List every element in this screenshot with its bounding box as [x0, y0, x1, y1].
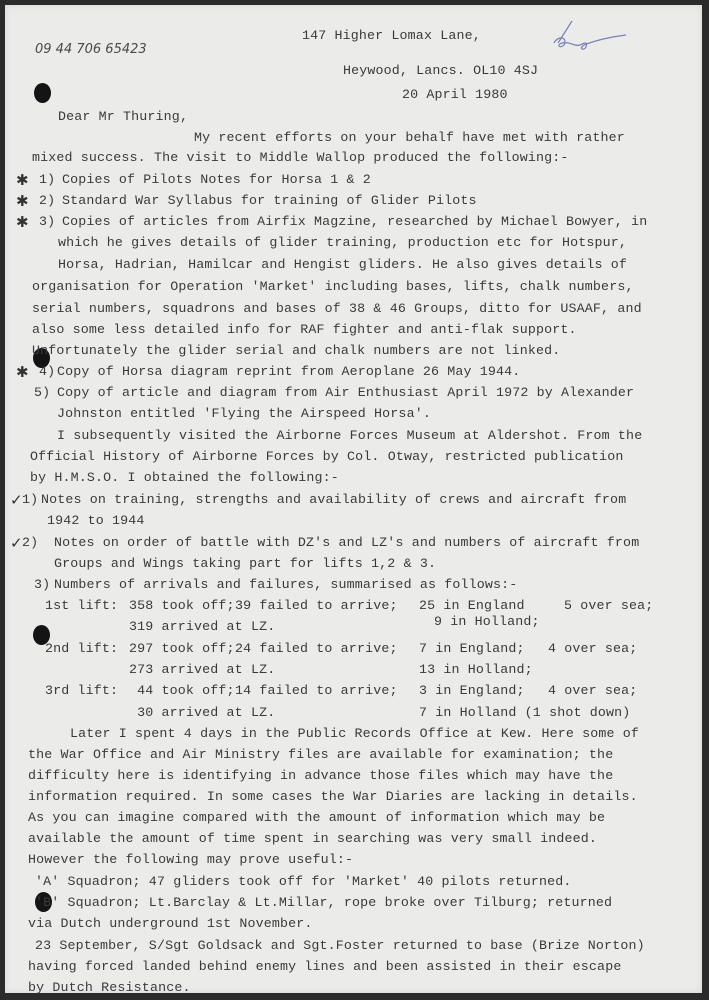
- asterisk-mark: ✱: [16, 213, 29, 231]
- item-text: Notes on order of battle with DZ's and LZ's and numbers of aircraft from: [54, 535, 640, 550]
- kew-note-line: 'A' Squadron; 47 gliders took off for 'Market' 40 pilots returned.: [35, 874, 572, 889]
- kew-note-line: by Dutch Resistance.: [28, 980, 191, 995]
- item-text: Copy of Horsa diagram reprint from Aeroplane 26 May 1944.: [57, 364, 521, 379]
- lift-arrived: 319 arrived at LZ.: [129, 619, 276, 634]
- item-text: organisation for Operation 'Market' including bases, lifts, chalk numbers,: [32, 279, 634, 294]
- tick-mark: ✓: [10, 491, 23, 509]
- paragraph-2-line: I subsequently visited the Airborne Forces Museum at Aldershot. From the: [57, 428, 643, 443]
- lift-label: 2nd lift:: [45, 641, 119, 656]
- lift-england: 25 in England: [419, 598, 525, 613]
- address-line-1: 147 Higher Lomax Lane,: [302, 28, 481, 43]
- item-text: which he gives details of glider training, production etc for Hotspur,: [58, 235, 628, 250]
- lift-failed: 14 failed to arrive;: [235, 683, 398, 698]
- lift-label: 3rd lift:: [45, 683, 119, 698]
- item-number: 5): [34, 385, 51, 400]
- lift-label: 1st lift:: [45, 598, 119, 613]
- salutation: Dear Mr Thuring,: [58, 109, 189, 124]
- paragraph-1-line: mixed success. The visit to Middle Wallop produced the following:-: [32, 150, 569, 165]
- kew-note-line: 23 September, S/Sgt Goldsack and Sgt.Foster returned to base (Brize Norton): [35, 938, 645, 953]
- address-line-2: Heywood, Lancs. OL10 4SJ: [343, 63, 539, 78]
- handwritten-reference: 09 44 706 65423: [35, 42, 147, 57]
- lift-sea: 4 over sea;: [548, 683, 638, 698]
- lift-arrived: 30 arrived at LZ.: [129, 705, 276, 720]
- lift-england: 3 in England;: [419, 683, 525, 698]
- punch-hole: [34, 83, 51, 103]
- item-text: Unfortunately the glider serial and chalk numbers are not linked.: [32, 343, 561, 358]
- item-text: Standard War Syllabus for training of Glider Pilots: [62, 193, 477, 208]
- item-number: 2): [39, 193, 56, 208]
- lift-took-off: 297 took off;: [129, 641, 235, 656]
- lift-sea: 4 over sea;: [548, 641, 638, 656]
- paragraph-3-line: information required. In some cases the War Diaries are lacking in details.: [28, 789, 638, 804]
- item-number: 4): [39, 364, 56, 379]
- lift-failed: 24 failed to arrive;: [235, 641, 398, 656]
- asterisk-mark: ✱: [16, 192, 29, 210]
- item-number: 3): [39, 214, 56, 229]
- lift-holland: 7 in Holland (1 shot down): [419, 705, 631, 720]
- lift-took-off: 358 took off;: [129, 598, 235, 613]
- tick-mark: ✓: [10, 534, 23, 552]
- paragraph-3-line: available the amount of time spent in searching was very small indeed.: [28, 831, 598, 846]
- lift-england: 7 in England;: [419, 641, 525, 656]
- paragraph-3-line: As you can imagine compared with the amount of information which may be: [28, 810, 606, 825]
- item-text: Notes on training, strengths and availability of crews and aircraft from: [41, 492, 627, 507]
- item-number: 1): [39, 172, 56, 187]
- item-number: 2): [22, 535, 39, 550]
- kew-note-line: via Dutch underground 1st November.: [28, 916, 313, 931]
- letter-page: [5, 5, 702, 993]
- item-number: 3): [34, 577, 51, 592]
- paragraph-3-line: However the following may prove useful:-: [28, 852, 354, 867]
- kew-note-line: having forced landed behind enemy lines and been assisted in their escape: [28, 959, 622, 974]
- lift-failed: 39 failed to arrive;: [235, 598, 398, 613]
- letter-date: 20 April 1980: [402, 87, 508, 102]
- paragraph-3-line: the War Office and Air Ministry files are available for examination; the: [28, 747, 614, 762]
- paragraph-3-line: Later I spent 4 days in the Public Records Office at Kew. Here some of: [70, 726, 640, 741]
- lift-holland: 9 in Holland;: [434, 614, 540, 629]
- item-text: also some less detailed info for RAF fighter and anti-flak support.: [32, 322, 577, 337]
- item-text: Groups and Wings taking part for lifts 1,2 & 3.: [54, 556, 437, 571]
- asterisk-mark: ✱: [16, 363, 29, 381]
- item-text: Horsa, Hadrian, Hamilcar and Hengist gliders. He also gives details of: [58, 257, 628, 272]
- asterisk-mark: ✱: [16, 171, 29, 189]
- paragraph-2-line: by H.M.S.O. I obtained the following:-: [30, 470, 339, 485]
- item-text: Copies of Pilots Notes for Horsa 1 & 2: [62, 172, 371, 187]
- handwritten-initials: [550, 17, 630, 57]
- lift-arrived: 273 arrived at LZ.: [129, 662, 276, 677]
- paragraph-3-line: difficulty here is identifying in advance those files which may have the: [28, 768, 614, 783]
- item-text: Johnston entitled 'Flying the Airspeed Horsa'.: [57, 406, 431, 421]
- item-text: Copies of articles from Airfix Magzine, researched by Michael Bowyer, in: [62, 214, 648, 229]
- paragraph-1-line: My recent efforts on your behalf have met with rather: [194, 130, 625, 145]
- item-text: Copy of article and diagram from Air Enthusiast April 1972 by Alexander: [57, 385, 635, 400]
- item-number: 1): [22, 492, 39, 507]
- lift-holland: 13 in Holland;: [419, 662, 533, 677]
- item-text: serial numbers, squadrons and bases of 38 & 46 Groups, ditto for USAAF, and: [32, 301, 642, 316]
- item-text: 1942 to 1944: [47, 513, 145, 528]
- item-text: Numbers of arrivals and failures, summarised as follows:-: [54, 577, 518, 592]
- lift-sea: 5 over sea;: [564, 598, 654, 613]
- kew-note-line: 'B' Squadron; Lt.Barclay & Lt.Millar, rope broke over Tilburg; returned: [35, 895, 613, 910]
- lift-took-off: 44 took off;: [129, 683, 235, 698]
- paragraph-2-line: Official History of Airborne Forces by Col. Otway, restricted publication: [30, 449, 624, 464]
